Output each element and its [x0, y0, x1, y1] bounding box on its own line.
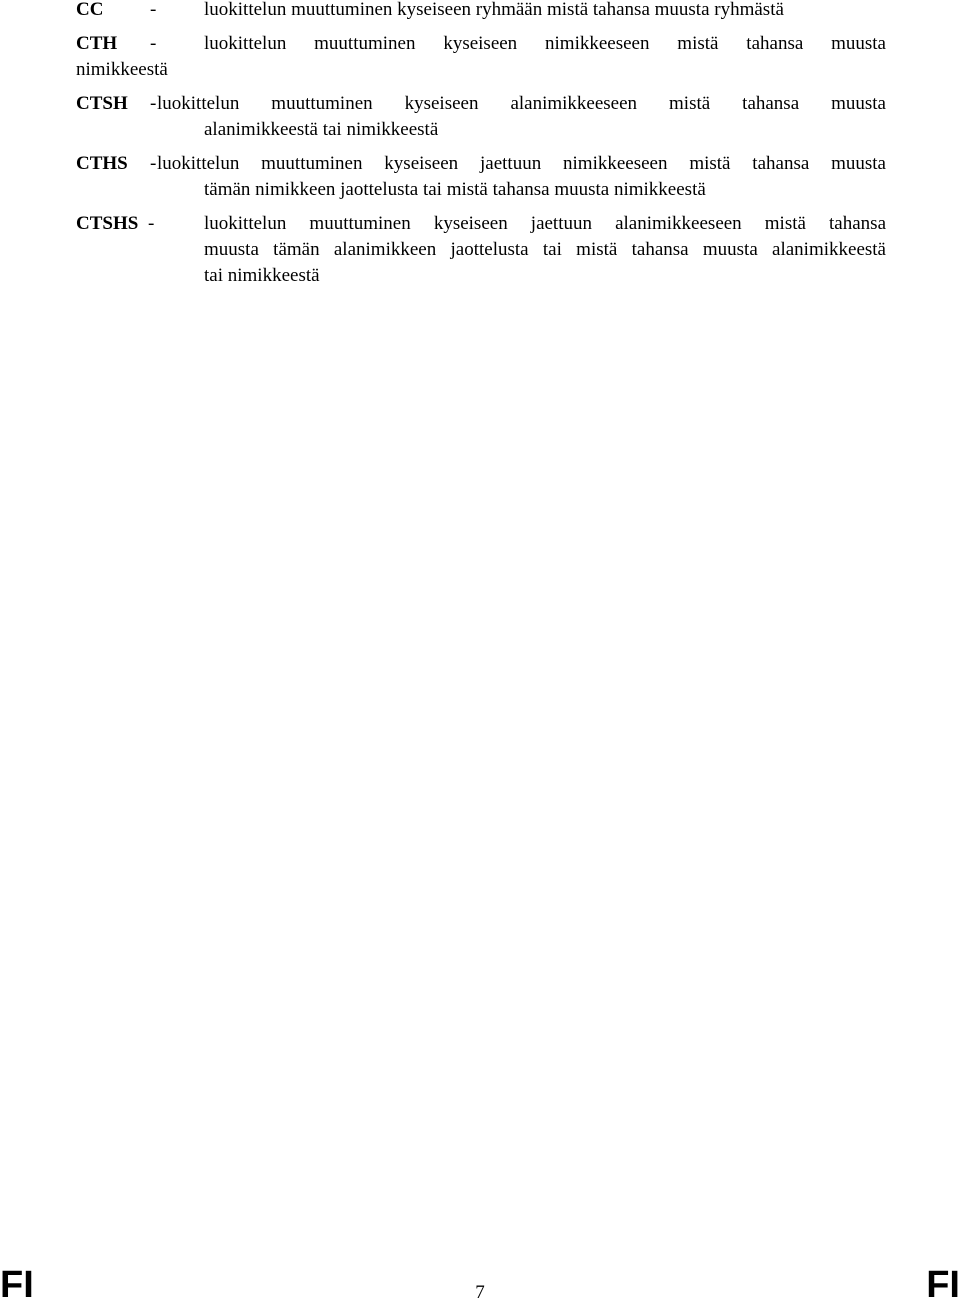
- definition-entry-ctshs: [76, 211, 886, 289]
- footer-language-code-left: FI: [0, 1264, 34, 1306]
- definition-entry-cths: [76, 151, 886, 203]
- entry-code: CTSHS: [76, 213, 139, 234]
- entry-dash: -: [148, 213, 155, 234]
- definition-entry-ctsh: [76, 91, 886, 143]
- entry-dash: -: [150, 0, 157, 20]
- entry-line: [76, 91, 886, 117]
- entry-text: luokittelun muuttuminen kyseiseen jaettuun alanimikkeeseen mistä tahansa: [204, 213, 886, 234]
- entry-code: CTSH: [76, 93, 128, 114]
- entry-code: CC: [76, 0, 104, 20]
- entry-text: luokittelun muuttuminen kyseiseen ryhmään mistä tahansa muusta ryhmästä: [204, 0, 784, 20]
- entry-text: luokittelun muuttuminen kyseiseen jaettuun nimikkeeseen mistä tahansa muusta: [157, 153, 886, 174]
- entry-text-continued: nimikkeestä: [76, 59, 168, 80]
- entry-line: [76, 117, 886, 143]
- definition-entry-cc: [76, 0, 886, 23]
- entry-text-continued: tai nimikkeestä: [204, 265, 320, 286]
- entry-line: [76, 237, 886, 263]
- entry-dash: -: [150, 33, 157, 54]
- entry-line: [76, 57, 886, 83]
- entry-code: CTHS: [76, 153, 128, 174]
- entry-dash: -: [150, 93, 157, 114]
- entry-text: luokittelun muuttuminen kyseiseen nimikkeeseen mistä tahansa muusta: [204, 33, 886, 54]
- entry-text-continued: muusta tämän alanimikkeen jaottelusta tai mistä tahansa muusta alanimikkeestä: [204, 239, 886, 260]
- entry-line: [76, 263, 886, 289]
- entry-line: [76, 177, 886, 203]
- entry-text: luokittelun muuttuminen kyseiseen alanimikkeeseen mistä tahansa muusta: [157, 93, 886, 114]
- entry-line: [76, 211, 886, 237]
- entry-text-continued: tämän nimikkeen jaottelusta tai mistä tahansa muusta nimikkeestä: [204, 179, 706, 200]
- footer-language-code-right: FI: [926, 1264, 960, 1306]
- entry-text-continued: alanimikkeestä tai nimikkeestä: [204, 119, 439, 140]
- definition-entry-cth: [76, 31, 886, 83]
- entry-line: [76, 31, 886, 57]
- page-number: 7: [475, 1282, 485, 1303]
- entry-line: [76, 0, 886, 23]
- entry-line: [76, 151, 886, 177]
- entry-dash: -: [150, 153, 157, 174]
- entry-code: CTH: [76, 33, 118, 54]
